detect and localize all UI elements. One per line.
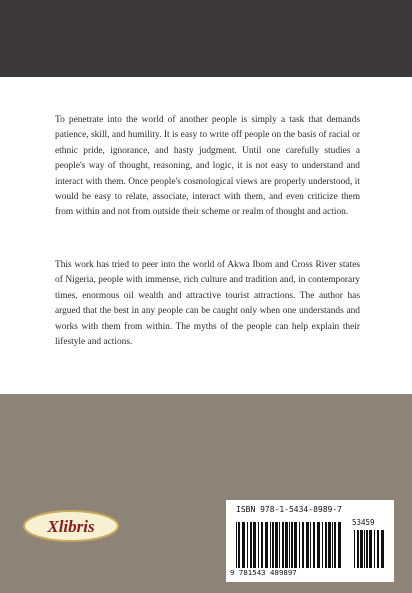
- publisher-logo-text: Xlibris: [47, 517, 95, 536]
- ean-digits-text: 9 781543 489897: [230, 568, 297, 577]
- bottom-color-band: [0, 394, 412, 593]
- price-code-text: 53459: [352, 518, 375, 527]
- xlibris-logo-icon: [22, 510, 120, 542]
- synopsis-area: [0, 77, 412, 394]
- barcode-icon: [226, 500, 394, 582]
- isbn-text: ISBN 978-1-5434-8989-7: [236, 505, 342, 514]
- synopsis-paragraph-2: This work has tried to peer into the world of Akwa Ibom and Cross River states of Nigeria, people with immense, rich culture and tradition and, in contemporary times, enormous oil wealth and attractive tourist attractions. The author has argued that the best in any people can be caught only when one understands and works with them from within. The myths of the people can help explain their lifestyle and actions.: [55, 260, 360, 348]
- top-color-band: [0, 0, 412, 77]
- synopsis-paragraph-1: To penetrate into the world of another people is simply a task that demands patience, skill, and humility. It is easy to write off people on the basis of racial or ethnic pride, ignorance, and hasty judgment. Until one carefully studies a people's way of thought, reasoning, and logic, it is not easy to understand and interact with them. Once people's cosmological views are properly understood, it would be easy to relate, associate, interact with them, and even criticize them from within and not from outside their scheme or realm of thought and action.: [55, 115, 360, 218]
- price-barcode: [354, 530, 384, 568]
- ean-barcode: [236, 522, 342, 568]
